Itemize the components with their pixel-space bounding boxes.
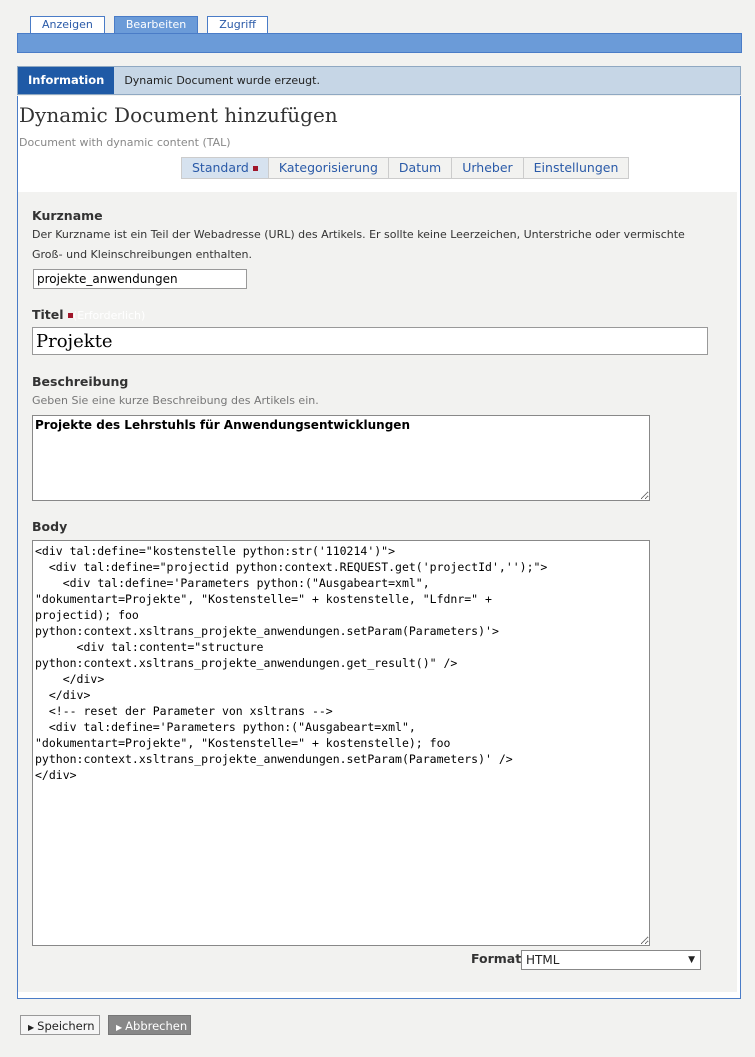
- beschreibung-textarea[interactable]: [32, 415, 650, 501]
- tab-kategorisierung[interactable]: Kategorisierung: [269, 158, 389, 178]
- tab-standard-label: Standard: [192, 160, 249, 175]
- chevron-down-icon: ▼: [688, 955, 695, 965]
- status-message: [17, 66, 741, 95]
- status-label: Information: [18, 67, 114, 94]
- view-tabs: [30, 16, 268, 33]
- kurzname-help-1: Der Kurzname ist ein Teil der Webadresse (URL) des Artikels. Er sollte keine Leerzeichen, Unterstriche oder vermischte: [32, 228, 685, 241]
- titel-input[interactable]: [32, 327, 708, 355]
- tab-standard[interactable]: [182, 158, 269, 178]
- cancel-button[interactable]: [108, 1015, 191, 1035]
- tab-urheber[interactable]: Urheber: [452, 158, 523, 178]
- titel-label: [32, 307, 145, 322]
- body-label: Body: [32, 519, 68, 534]
- format-select[interactable]: [521, 950, 701, 970]
- required-text: (Erforderlich): [72, 309, 146, 322]
- fieldset-tabs: [181, 157, 629, 179]
- play-icon: ▶: [116, 1023, 123, 1032]
- save-button-label: Speichern: [37, 1019, 95, 1033]
- page-description: Document with dynamic content (TAL): [19, 136, 231, 149]
- format-label: Format: [471, 951, 522, 966]
- tab-bearbeiten[interactable]: Bearbeiten: [114, 16, 198, 33]
- required-icon: [253, 166, 258, 171]
- status-text: Dynamic Document wurde erzeugt.: [124, 74, 320, 87]
- format-select-value: HTML: [526, 953, 560, 967]
- tab-anzeigen[interactable]: Anzeigen: [30, 16, 105, 33]
- play-icon: ▶: [28, 1023, 35, 1032]
- body-textarea[interactable]: [32, 540, 650, 946]
- titel-label-text: Titel: [32, 307, 64, 322]
- page-title: Dynamic Document hinzufügen: [19, 103, 338, 127]
- beschreibung-label: Beschreibung: [32, 374, 129, 389]
- cancel-button-label: Abbrechen: [125, 1019, 188, 1033]
- tab-einstellungen[interactable]: Einstellungen: [533, 160, 619, 175]
- edit-bar: [17, 33, 742, 53]
- kurzname-help-2: Groß- und Kleinschreibungen enthalten.: [32, 248, 252, 261]
- tab-datum[interactable]: Datum: [389, 158, 452, 178]
- save-button[interactable]: [20, 1015, 100, 1035]
- tab-zugriff[interactable]: Zugriff: [207, 16, 268, 33]
- kurzname-label: Kurzname: [32, 208, 103, 223]
- beschreibung-help: Geben Sie eine kurze Beschreibung des Artikels ein.: [32, 394, 319, 407]
- kurzname-input[interactable]: [33, 269, 247, 289]
